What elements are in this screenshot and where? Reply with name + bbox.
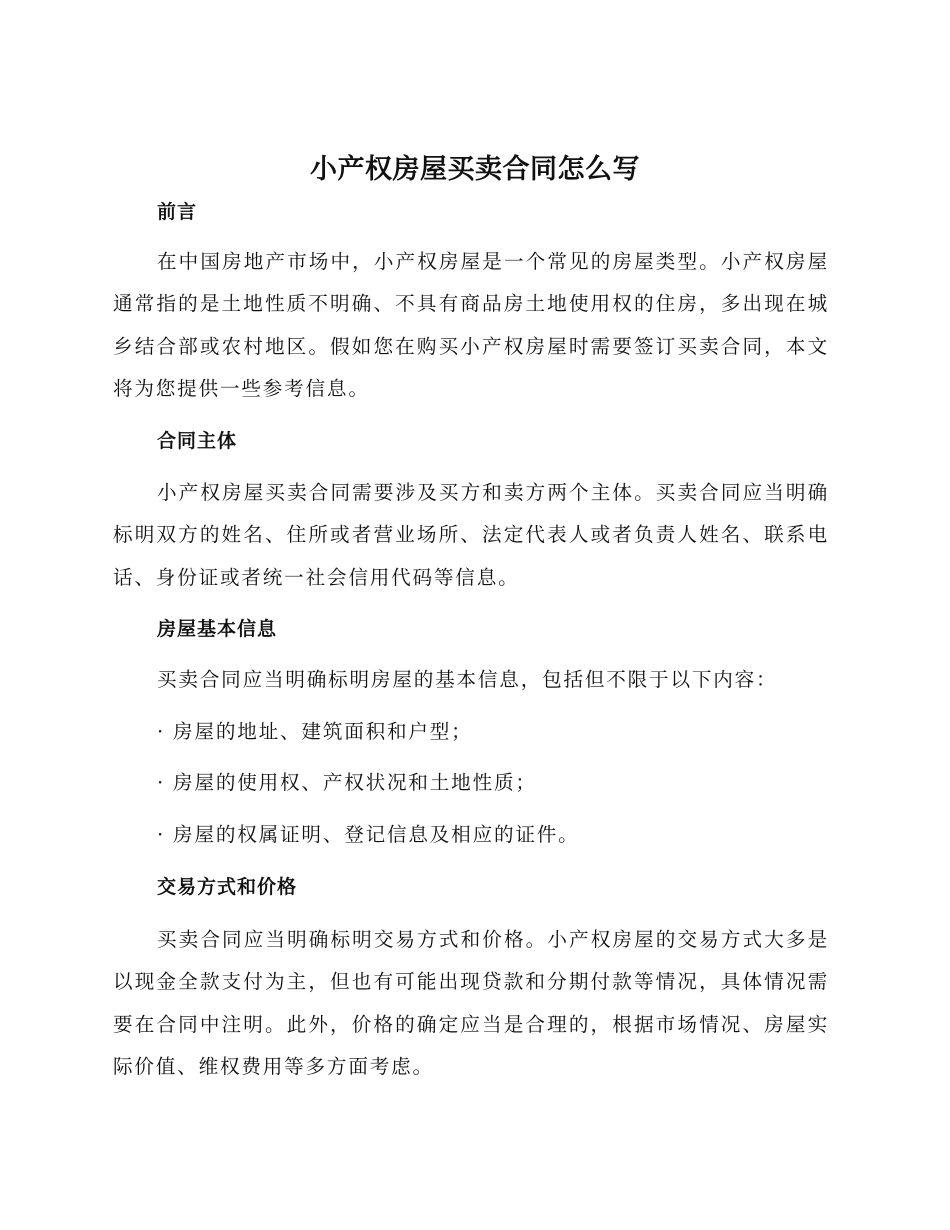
section-heading-parties: 合同主体 xyxy=(157,430,238,452)
document-title: 小产权房屋买卖合同怎么写 xyxy=(310,154,640,185)
section-heading-preface: 前言 xyxy=(157,201,198,223)
paragraph-preface: 在中国房地产市场中，小产权房屋是一个常见的房屋类型。小产权房屋通常指的是土地性质不明确、不具有商品房土地使用权的住房，多出现在城乡结合部或农村地区。假如您在购买小产权房屋时需要签订买卖合同，本文将为您提供一些参考信息。 xyxy=(113,250,829,400)
paragraph-parties: 小产权房屋买卖合同需要涉及买方和卖方两个主体。买卖合同应当明确标明双方的姓名、住所或者营业场所、法定代表人或者负责人姓名、联系电话、身份证或者统一社会信用代码等信息。 xyxy=(113,481,829,589)
section-heading-transaction: 交易方式和价格 xyxy=(157,876,298,898)
list-item: · 房屋的权属证明、登记信息及相应的证件。 xyxy=(157,823,580,846)
list-item: · 房屋的使用权、产权状况和土地性质； xyxy=(157,771,537,794)
section-heading-house-info: 房屋基本信息 xyxy=(157,618,278,640)
list-item: · 房屋的地址、建筑面积和户型； xyxy=(157,720,473,743)
paragraph-transaction: 买卖合同应当明确标明交易方式和价格。小产权房屋的交易方式大多是以现金全款支付为主，但也有可能出现贷款和分期付款等情况，具体情况需要在合同中注明。此外，价格的确定应当是合理的，根据市场情况、房屋实际价值、维权费用等多方面考虑。 xyxy=(113,928,829,1078)
paragraph-house-info: 买卖合同应当明确标明房屋的基本信息，包括但不限于以下内容： xyxy=(157,668,778,691)
